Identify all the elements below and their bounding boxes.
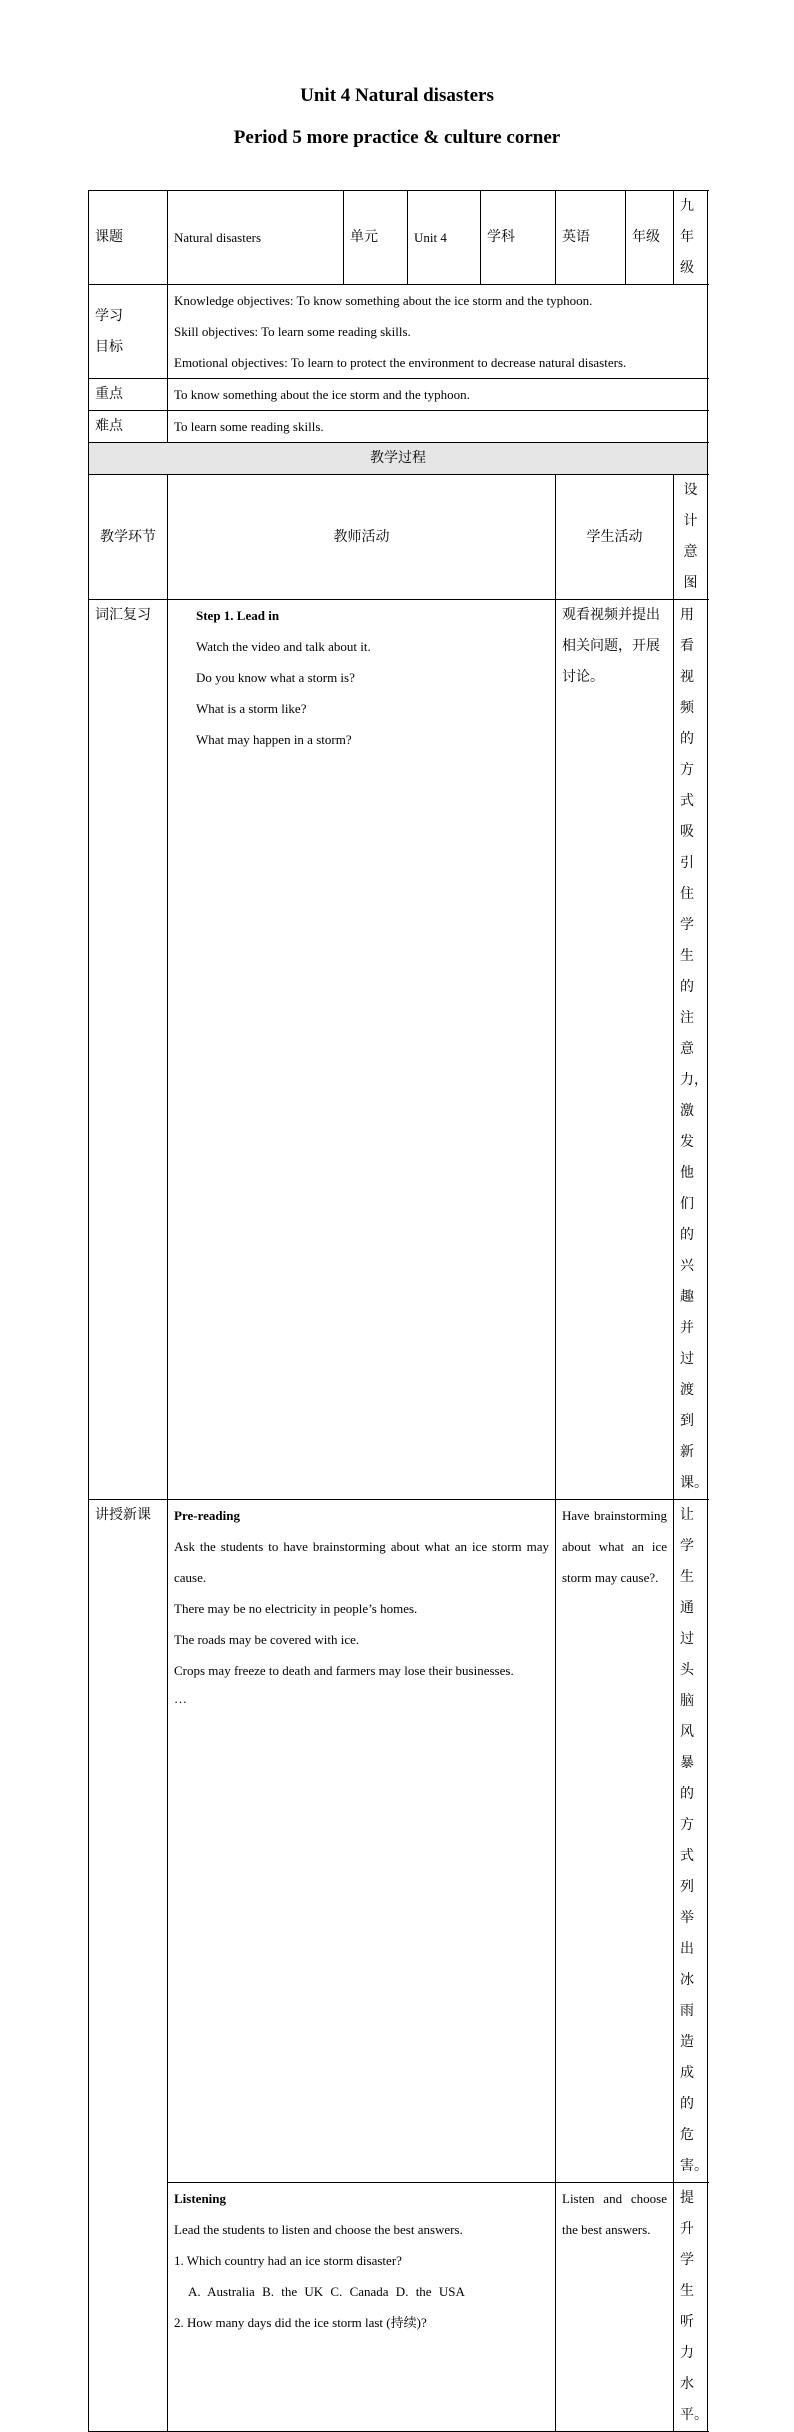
unit-label: 单元 (344, 191, 408, 285)
header-intent: 设计意图 (674, 475, 708, 600)
teacher-3-line-2: A. Australia B. the UK C. Canada D. the USA (188, 2284, 465, 2299)
skill-objective: Skill objectives: To learn some reading skills. (174, 324, 411, 339)
design-intent-2: 让学生通过头脑风暴的方式列举出冰雨造成的危害。 (674, 1500, 708, 2183)
teacher-2-line-0: Ask the students to have brainstorming about what an ice storm may cause. (174, 1539, 549, 1585)
teacher-1-line-4: What may happen in a storm? (196, 732, 352, 747)
unit-value: Unit 4 (408, 191, 481, 285)
teacher-1-line-0: Step 1. Lead in (196, 608, 280, 623)
header-stage: 教学环节 (89, 475, 168, 600)
process-row-3 (89, 2183, 708, 2432)
teacher-1-line-1: Watch the video and talk about it. (196, 639, 371, 654)
student-activity-2: Have brainstorming about what an ice storm may cause?. (556, 1500, 674, 2183)
teacher-2-line-3: Crops may freeze to death and farmers may lose their businesses. (174, 1663, 514, 1678)
teacher-3-line-3: 2. How many days did the ice storm last (持续)? (174, 2315, 427, 2330)
stage-2: 讲授新课 (89, 1500, 168, 2432)
objectives-label-2: 目标 (95, 338, 123, 355)
objectives-content (168, 285, 708, 379)
subject-value: 英语 (556, 191, 626, 285)
teacher-2-heading: Pre-reading (174, 1508, 240, 1523)
student-activity-1: 观看视频并提出相关问题，开展讨论。 (556, 600, 674, 1500)
teacher-2-line-2: The roads may be covered with ice. (174, 1632, 360, 1647)
teacher-2-line-1: There may be no electricity in people’s homes. (174, 1601, 418, 1616)
topic-label: 课题 (89, 191, 168, 285)
key-point-label: 重点 (89, 379, 168, 411)
header-student: 学生活动 (556, 475, 674, 600)
teacher-3-line-1: 1. Which country had an ice storm disaster? (174, 2253, 402, 2268)
difficult-point-value: To learn some reading skills. (168, 411, 708, 443)
process-band-row (89, 443, 708, 475)
header-teacher: 教师活动 (168, 475, 556, 600)
lesson-plan-table (88, 190, 708, 2432)
page-subtitle: Period 5 more practice & culture corner (233, 127, 561, 148)
teacher-3-line-0: Lead the students to listen and choose the best answers. (174, 2222, 463, 2237)
objectives-label-1: 学习 (95, 307, 123, 324)
grade-value: 九年级 (674, 191, 708, 285)
teacher-3-heading: Listening (174, 2191, 227, 2206)
process-row-2 (89, 1500, 708, 2183)
emotional-objective: Emotional objectives: To learn to protect the environment to decrease natural disasters. (174, 355, 627, 370)
grade-label: 年级 (626, 191, 674, 285)
topic-value: Natural disasters (168, 191, 344, 285)
subject-label: 学科 (481, 191, 556, 285)
process-band: 教学过程 (89, 443, 708, 475)
objectives-row (89, 285, 708, 379)
difficult-point-row (89, 411, 708, 443)
student-activity-3: Listen and choose the best answers. (556, 2183, 674, 2432)
process-row-1 (89, 600, 708, 1500)
stage-1: 词汇复习 (89, 600, 168, 1500)
difficult-point-label: 难点 (89, 411, 168, 443)
teacher-activity-2 (168, 1500, 556, 2183)
info-row (89, 191, 708, 285)
design-intent-1: 用看视频的方式吸引住学生的注意力，激发他们的兴趣并过渡到新课。 (674, 600, 708, 1500)
teacher-activity-3 (168, 2183, 556, 2432)
teacher-1-line-2: Do you know what a storm is? (196, 670, 355, 685)
design-intent-3: 提升学生听力水平。 (674, 2183, 708, 2432)
page-title: Unit 4 Natural disasters (300, 85, 494, 106)
process-header-row (89, 475, 708, 600)
teacher-1-line-3: What is a storm like? (196, 701, 307, 716)
key-point-value: To know something about the ice storm and the typhoon. (168, 379, 708, 411)
objectives-label (89, 285, 168, 379)
teacher-activity-1 (168, 600, 556, 1500)
knowledge-objective: Knowledge objectives: To know something about the ice storm and the typhoon. (174, 293, 593, 308)
key-point-row (89, 379, 708, 411)
teacher-2-line-4: … (174, 1691, 187, 1706)
